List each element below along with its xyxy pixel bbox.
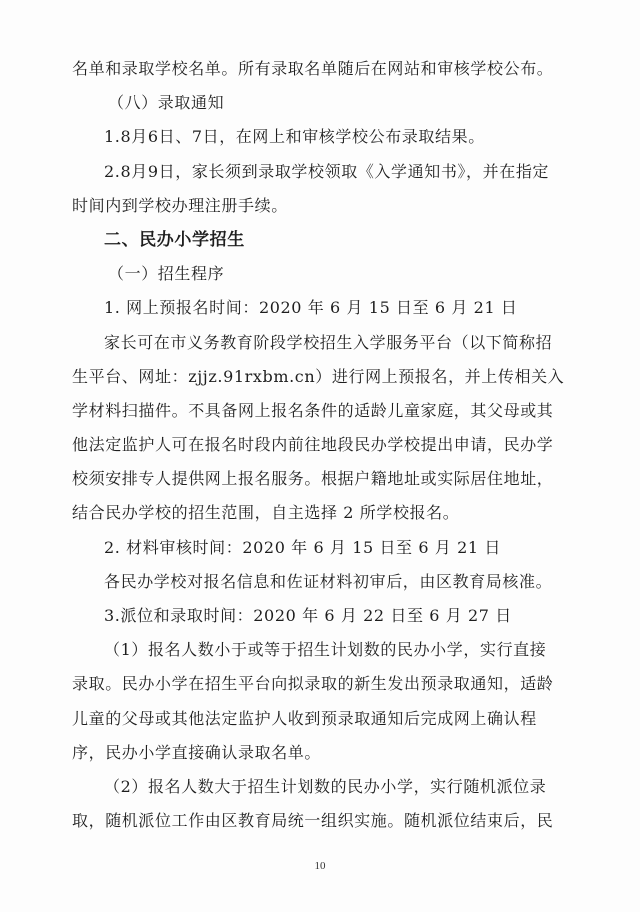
text-line: （1）报名人数小于或等于招生计划数的民办小学，实行直接: [104, 640, 547, 660]
text-line: （一）招生程序: [108, 264, 225, 284]
page-number: 10: [314, 860, 326, 872]
document-body: [72, 52, 582, 838]
text-line: 1. 网上预报名时间：2020 年 6 月 15 日至 6 月 21 日: [104, 298, 518, 318]
text-line: 2.8月9日，家长须到录取学校领取《入学通知书》，并在指定: [104, 161, 550, 181]
text-line: 时间内到学校办理注册手续。: [72, 195, 288, 215]
text-line: 2. 材料审核时间：2020 年 6 月 15 日至 6 月 21 日: [104, 537, 501, 557]
text-line: 取，随机派位工作由区教育局统一组织实施。随机派位结束后，民: [72, 811, 554, 831]
text-line: 学材料扫描件。不具备网上报名条件的适龄儿童家庭，其父母或其: [72, 400, 554, 420]
text-line: 各民办学校对报名信息和佐证材料初审后，由区教育局核准。: [104, 571, 553, 591]
text-line: 3.派位和录取时间：2020 年 6 月 22 日至 6 月 27 日: [104, 606, 512, 625]
text-line: 1.8月6日、7日，在网上和审核学校公布录取结果。: [104, 127, 485, 147]
text-line: 结合民办学校的招生范围，自主选择 2 所学校报名。: [72, 503, 460, 523]
text-line: 他法定监护人可在报名时段内前往地段民办学校提出申请，民办学: [72, 435, 554, 455]
section-heading: 二、民办小学招生: [104, 229, 245, 250]
text-line: 校须安排专人提供网上报名服务。根据户籍地址或实际居住地址，: [72, 469, 554, 489]
text-line: 生平台、网址：zjjz.91rxbm.cn）进行网上预报名，并上传相关入: [72, 366, 565, 386]
text-line: 儿童的父母或其他法定监护人收到预录取通知后完成网上确认程: [72, 708, 537, 728]
text-line: 家长可在市义务教育阶段学校招生入学服务平台（以下简称招: [104, 332, 553, 352]
text-line: （八）录取通知: [108, 93, 225, 113]
text-line: 序，民办小学直接确认录取名单。: [72, 742, 322, 762]
text-line: 录取。民办小学在招生平台向拟录取的新生发出预录取通知，适龄: [72, 674, 554, 694]
text-line: 名单和录取学校名单。所有录取名单随后在网站和审核学校公布。: [72, 59, 554, 78]
text-line: （2）报名人数大于招生计划数的民办小学，实行随机派位录: [104, 776, 547, 796]
